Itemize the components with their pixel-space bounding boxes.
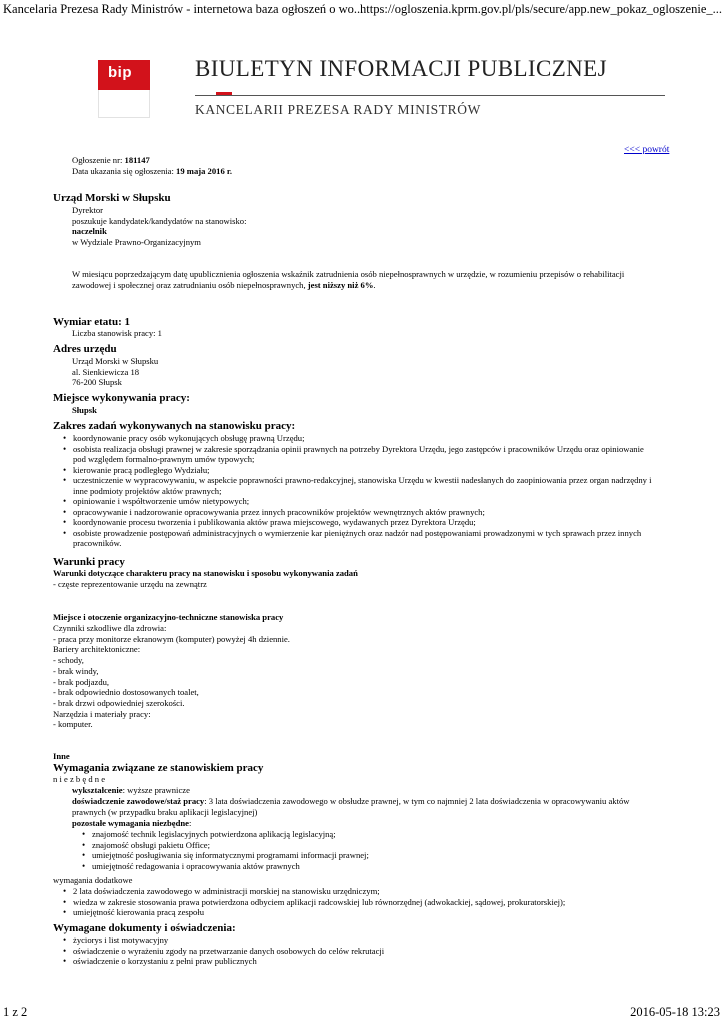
duties-list <box>62 433 672 549</box>
print-page-url: https://ogloszenia.kprm.gov.pl/pls/secure/app.new_pokaz_ogloszenie_... <box>360 2 722 16</box>
documents-list <box>62 935 384 967</box>
employment-rate-emphasis: jest niższy niż 6% <box>307 279 374 290</box>
announcement-date: Data ukazania się ogłoszenia: 19 maja 2016 r. <box>72 166 233 176</box>
experience-requirement: doświadczenie zawodowe/staż pracy: 3 lata doświadczenia zawodowego w obsłudze prawnej, w tym co najmniej 2 lata doświadczenia w opracowywaniu aktów prawnych (w przypadku braku aplikacji legislacyjnej) <box>72 796 630 817</box>
banner-title: BIULETYN INFORMACJI PUBLICZNEJ <box>195 56 607 81</box>
office-details: Dyrektor poszukuje kandydatek/kandydatów na stanowisko: naczelnik w Wydziale Prawno-Organizacyjnym <box>72 205 247 248</box>
duty-item: • osobiste prowadzenie postępowań administracyjnych o wymierzenie kar pieniężnych oraz nadzór nad postępowaniami prowadzonymi w tych sprawach przez innych pracowników. <box>62 528 672 549</box>
additional-requirement-item: • wiedza w zakresie stosowania prawa potwierdzona odbyciem aplikacji radcowskiej lub równorzędnej (adwokackiej, sądowej, prokuratorskiej); <box>62 897 565 908</box>
additional-requirements-label: wymagania dodatkowe <box>53 875 133 885</box>
other-requirements-label: pozostałe wymagania niezbędne: <box>72 818 192 828</box>
duty-item: • kierowanie pracą podległego Wydziału; <box>62 465 672 476</box>
announcement-number-value: 181147 <box>124 155 150 165</box>
office-name: Urząd Morski w Słupsku <box>53 192 171 204</box>
conditions-line: - częste reprezentowanie urzędu na zewnątrz <box>53 579 207 589</box>
duty-item: • uczestniczenie w wypracowywaniu, w aspekcie poprawności prawno-redakcyjnej, stanowiska Urzędu w kwestii nadesłanych do zaopiniowania przez organ nadrzędny i inne podmioty projektów aktów prawnych; <box>62 475 672 496</box>
back-link[interactable]: <<< powrót <box>624 145 670 155</box>
duty-item: • koordynowanie pracy osób wykonujących obsługę prawną Urzędu; <box>62 433 672 444</box>
print-footer <box>0 1004 724 1020</box>
document-item: • oświadczenie o wyrażeniu zgody na przetwarzanie danych osobowych do celów rekrutacji <box>62 946 384 957</box>
page-counter: 1 z 2 <box>3 1005 28 1019</box>
address-lines: Urząd Morski w Słupsku al. Sienkiewicza 18 76-200 Słupsk <box>72 356 159 388</box>
requirement-item: • umiejętność redagowania i opracowywania aktów prawnych <box>81 861 369 872</box>
education-requirement: wykształcenie: wyższe prawnicze <box>72 785 190 795</box>
duty-item: • opracowywanie i nadzorowanie opracowywania przez innych pracowników projektów wewnętrznych aktów prawnych; <box>62 507 672 518</box>
bip-banner <box>98 54 668 124</box>
address-heading: Adres urzędu <box>53 343 117 355</box>
workplace-heading: Miejsce wykonywania pracy: <box>53 392 190 404</box>
department: w Wydziale Prawno-Organizacyjnym <box>72 237 201 248</box>
print-page-title: Kancelaria Prezesa Rady Ministrów - internetowa baza ogłoszeń o wo... <box>3 2 364 16</box>
bip-logo-text: bip <box>108 64 132 81</box>
additional-requirements-list <box>62 886 565 918</box>
duty-item: • koordynowanie procesu tworzenia i publikowania aktów prawa miejscowego, wydawanych przez Dyrektora Urzędu; <box>62 517 672 528</box>
workload-detail: Liczba stanowisk pracy: 1 <box>72 328 162 338</box>
requirement-item: • umiejętność posługiwania się informatycznymi programami informacji prawnej; <box>81 850 369 861</box>
essential-label: n i e z b ę d n e <box>53 774 106 784</box>
employment-notice: W miesiącu poprzedzającym datę upublicznienia ogłoszenia wskaźnik zatrudnienia osób niepełnosprawnych w urzędzie, w rozumieniu przepisów o rehabilitacji zawodowej i społecznej oraz zatrudnianiu osób niepełnosprawnych, jest niższy niż 6%. <box>72 269 625 290</box>
document-item: • życiorys i list motywacyjny <box>62 935 384 946</box>
duties-heading: Zakres zadań wykonywanych na stanowisku pracy: <box>53 420 296 432</box>
banner-subtitle: KANCELARII PREZESA RADY MINISTRÓW <box>195 102 481 117</box>
print-datetime: 2016-05-18 13:23 <box>630 1005 720 1019</box>
print-header <box>0 0 724 18</box>
other-heading: Inne <box>53 751 70 761</box>
workload-heading: Wymiar etatu: 1 <box>53 316 130 328</box>
duty-item: • osobista realizacja obsługi prawnej w zakresie sporządzania opinii prawnych na potrzeby Dyrektora Urzędu, jego zastępców i pracowników Urzędu oraz opiniowanie pod względem formalno-prawnym umów typowych; <box>62 444 672 465</box>
other-requirements-list <box>81 829 369 871</box>
documents-heading: Wymagane dokumenty i oświadczenia: <box>53 922 236 934</box>
bip-logo <box>98 60 150 118</box>
additional-requirement-item: • 2 lata doświadczenia zawodowego w administracji morskiej na stanowisku urzędniczym; <box>62 886 565 897</box>
requirements-heading: Wymagania związane ze stanowiskiem pracy <box>53 762 264 774</box>
banner-rule <box>195 95 665 96</box>
announcement-date-value: 19 maja 2016 r. <box>176 166 233 176</box>
document-item: • oświadczenie o korzystaniu z pełni praw publicznych <box>62 956 384 967</box>
additional-requirement-item: • umiejętność kierowania pracą zespołu <box>62 907 565 918</box>
requirement-item: • znajomość obsługi pakietu Office; <box>81 840 369 851</box>
conditions-subheading: Warunki dotyczące charakteru pracy na stanowisku i sposobu wykonywania zadań <box>53 568 358 578</box>
environment-lines: Czynniki szkodliwe dla zdrowia: - praca przy monitorze ekranowym (komputer) powyżej 4h dziennie. Bariery architektoniczne: - schody, - brak windy, - brak podjazdu, - brak odpowiednio dostosowanych toalet, - brak drzwi odpowiedniej szerokości. Narzędzia i materiały pracy: - komputer. <box>53 623 290 730</box>
announcement-number: Ogłoszenie nr: 181147 <box>72 155 150 165</box>
workplace-value: Słupsk <box>72 405 97 415</box>
conditions-heading: Warunki pracy <box>53 556 125 568</box>
position-title: naczelnik <box>72 226 107 237</box>
environment-heading: Miejsce i otoczenie organizacyjno-techniczne stanowiska pracy <box>53 612 284 622</box>
duty-item: • opiniowanie i współtworzenie umów nietypowych; <box>62 496 672 507</box>
requirement-item: • znajomość technik legislacyjnych potwierdzona aplikacją legislacyjną; <box>81 829 369 840</box>
